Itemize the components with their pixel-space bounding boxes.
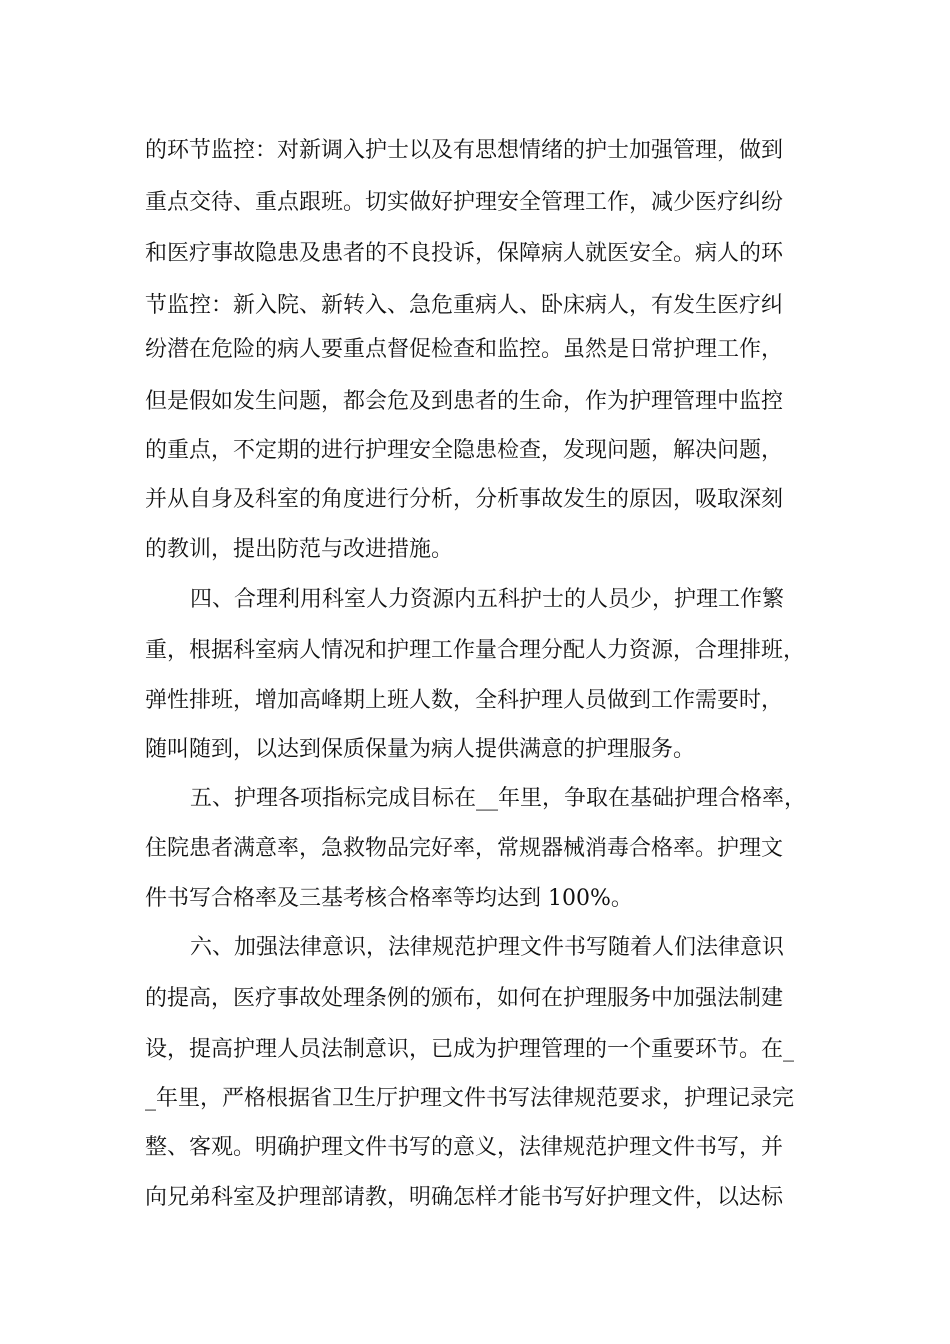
text-line: 重，根据科室病人情况和护理工作量合理分配人力资源，合理排班， — [145, 638, 806, 663]
text-line: 的提高，医疗事故处理条例的颁布，如何在护理服务中加强法制建 — [145, 986, 784, 1011]
text-line: 并从自身及科室的角度进行分析，分析事故发生的原因，吸取深刻 — [145, 487, 784, 512]
text-line: 向兄弟科室及护理部请教，明确怎样才能书写好护理文件，以达标 — [145, 1185, 784, 1210]
text-line: 弹性排班，增加高峰期上班人数，全科护理人员做到工作需要时， — [145, 688, 784, 713]
text-line: 件书写合格率及三基考核合格率等均达到 100%。 — [145, 886, 633, 911]
text-line: 住院患者满意率，急救物品完好率，常规器械消毒合格率。护理文 — [145, 836, 784, 861]
paragraph-6-first-line: 六、加强法律意识，法律规范护理文件书写随着人们法律意识 — [190, 935, 785, 960]
text-line: 重点交待、重点跟班。切实做好护理安全管理工作，减少医疗纠纷 — [145, 190, 784, 215]
text-line: 的环节监控：对新调入护士以及有思想情绪的护士加强管理，做到 — [145, 138, 784, 163]
text-line: 纷潜在危险的病人要重点督促检查和监控。虽然是日常护理工作， — [145, 337, 784, 362]
text-line: 但是假如发生问题，都会危及到患者的生命，作为护理管理中监控 — [145, 389, 784, 414]
text-line: 的重点，不定期的进行护理安全隐患检查，发现问题，解决问题， — [145, 438, 784, 463]
text-line: 随叫随到，以达到保质保量为病人提供满意的护理服务。 — [145, 737, 696, 762]
text-line: 整、客观。明确护理文件书写的意义，法律规范护理文件书写，并 — [145, 1135, 784, 1160]
paragraph-4-first-line: 四、合理利用科室人力资源内五科护士的人员少，护理工作繁 — [190, 587, 785, 612]
text-line: 节监控：新入院、新转入、急危重病人、卧床病人，有发生医疗纠 — [145, 293, 784, 318]
text-line: 和医疗事故隐患及患者的不良投诉，保障病人就医安全。病人的环 — [145, 241, 784, 266]
text-line: 的教训，提出防范与改进措施。 — [145, 537, 454, 562]
paragraph-5-first-line: 五、护理各项指标完成目标在__年里，争取在基础护理合格率， — [190, 786, 807, 811]
text-line: _年里，严格根据省卫生厅护理文件书写法律规范要求，护理记录完 — [145, 1086, 795, 1111]
text-line: 设，提高护理人员法制意识，已成为护理管理的一个重要环节。在_ — [145, 1037, 795, 1062]
